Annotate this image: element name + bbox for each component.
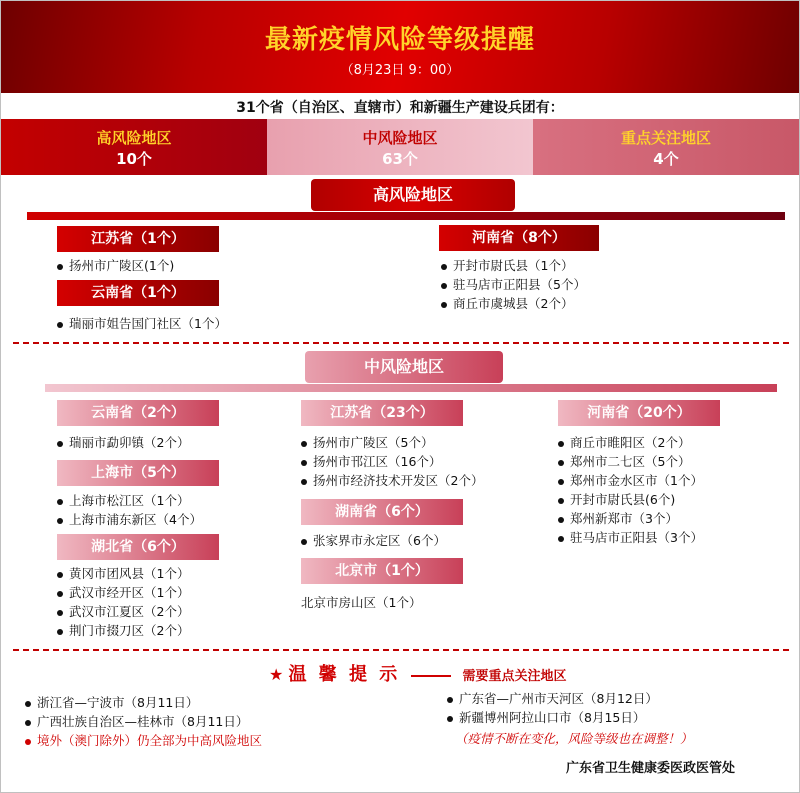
list-item: 北京市房山区（1个） bbox=[301, 595, 422, 610]
list-item: 武汉市江夏区（2个） bbox=[57, 602, 189, 621]
list-item: 新疆博州阿拉山口市（8月15日） bbox=[447, 708, 658, 727]
list-item: 张家界市永定区（6个） bbox=[301, 531, 446, 550]
list-item: 扬州市经济技术开发区（2个） bbox=[301, 471, 483, 490]
summary-bar bbox=[1, 119, 799, 175]
summary-medium-count: 63个 bbox=[382, 150, 418, 168]
summary-medium-label: 中风险地区 bbox=[362, 129, 438, 147]
tip-dash bbox=[411, 675, 451, 677]
tip-title: 温 馨 提 示 bbox=[288, 664, 401, 685]
list-item: 驻马店市正阳县（3个） bbox=[558, 528, 703, 547]
section-divider bbox=[13, 342, 789, 344]
summary-intro: 31个省（自治区、直辖市）和新疆生产建设兵团有： bbox=[236, 100, 564, 116]
high-risk-rule bbox=[27, 212, 785, 220]
list-item: 驻马店市正阳县（5个） bbox=[441, 275, 586, 294]
list-item: 商丘市睢阳区（2个） bbox=[558, 433, 703, 452]
medium-shanghai-list bbox=[57, 491, 202, 529]
list-item: 境外（澳门除外）仍全部为中高风险地区 bbox=[25, 731, 262, 750]
tip-subtitle: 需要重点关注地区 bbox=[462, 669, 567, 684]
list-item: 开封市尉氏县（1个） bbox=[441, 256, 586, 275]
list-item: 广西壮族自治区—桂林市（8月11日） bbox=[25, 712, 262, 731]
high-henan-header: 河南省（8个） bbox=[439, 225, 599, 251]
medium-jiangsu-list bbox=[301, 433, 483, 490]
list-item: 郑州市二七区（5个） bbox=[558, 452, 703, 471]
high-jiangsu-list bbox=[57, 256, 174, 275]
high-yunnan-header: 云南省（1个） bbox=[57, 280, 219, 306]
high-jiangsu-header: 江苏省（1个） bbox=[57, 226, 219, 252]
list-item: 黄冈市团风县（1个） bbox=[57, 564, 189, 583]
list-item: 郑州市金水区市（1个） bbox=[558, 471, 703, 490]
list-item: 开封市尉氏县(6个) bbox=[558, 490, 703, 509]
header-banner bbox=[1, 1, 799, 93]
high-henan-list bbox=[441, 256, 586, 313]
list-item: 扬州市广陵区(1个) bbox=[57, 256, 174, 275]
list-item: 扬州市邗江区（16个） bbox=[301, 452, 483, 471]
medium-risk-banner: 中风险地区 bbox=[305, 351, 503, 383]
list-item: 广东省—广州市天河区（8月12日） bbox=[447, 689, 658, 708]
page-title: 最新疫情风险等级提醒 bbox=[264, 25, 535, 55]
medium-hubei-list bbox=[57, 564, 189, 640]
list-item: 瑞丽市姐告国门社区（1个） bbox=[57, 314, 227, 333]
summary-medium bbox=[267, 119, 533, 175]
list-item: 瑞丽市勐卯镇（2个） bbox=[57, 433, 189, 452]
list-item: 浙江省—宁波市（8月11日） bbox=[25, 693, 262, 712]
medium-yunnan-list bbox=[57, 433, 189, 452]
medium-risk-rule bbox=[45, 384, 777, 392]
list-item: 郑州新郑市（3个） bbox=[558, 509, 703, 528]
medium-hunan-list bbox=[301, 531, 446, 550]
section-divider bbox=[13, 649, 789, 651]
medium-henan-header: 河南省（20个） bbox=[558, 400, 720, 426]
issuer-signature: 广东省卫生健康委医政医管处 bbox=[566, 761, 736, 776]
medium-hubei-header: 湖北省（6个） bbox=[57, 534, 219, 560]
summary-focus bbox=[533, 119, 799, 175]
tip-heading bbox=[269, 661, 566, 689]
medium-beijing-header: 北京市（1个） bbox=[301, 558, 463, 584]
summary-high-count: 10个 bbox=[116, 150, 152, 168]
list-item: 上海市浦东新区（4个） bbox=[57, 510, 202, 529]
star-icon: ★ bbox=[269, 665, 284, 684]
medium-hunan-header: 湖南省（6个） bbox=[301, 499, 463, 525]
list-item: 荆门市掇刀区（2个） bbox=[57, 621, 189, 640]
summary-focus-label: 重点关注地区 bbox=[620, 129, 711, 147]
list-item: 上海市松江区（1个） bbox=[57, 491, 202, 510]
medium-shanghai-header: 上海市（5个） bbox=[57, 460, 219, 486]
high-yunnan-list bbox=[57, 314, 227, 333]
list-item: 扬州市广陵区（5个） bbox=[301, 433, 483, 452]
tip-left-list bbox=[25, 693, 262, 750]
update-time: （8月23日 9：00） bbox=[340, 63, 460, 78]
medium-henan-list bbox=[558, 433, 703, 547]
summary-high bbox=[1, 119, 267, 175]
summary-high-label: 高风险地区 bbox=[96, 129, 172, 147]
list-item: 武汉市经开区（1个） bbox=[57, 583, 189, 602]
medium-jiangsu-header: 江苏省（23个） bbox=[301, 400, 463, 426]
list-item: 商丘市虞城县（2个） bbox=[441, 294, 586, 313]
high-risk-banner: 高风险地区 bbox=[311, 179, 515, 211]
tip-right-list bbox=[447, 689, 658, 727]
tip-note: （疫情不断在变化，风险等级也在调整！） bbox=[455, 731, 693, 746]
summary-focus-count: 4个 bbox=[653, 150, 679, 168]
medium-beijing-list bbox=[301, 593, 421, 612]
medium-yunnan-header: 云南省（2个） bbox=[57, 400, 219, 426]
